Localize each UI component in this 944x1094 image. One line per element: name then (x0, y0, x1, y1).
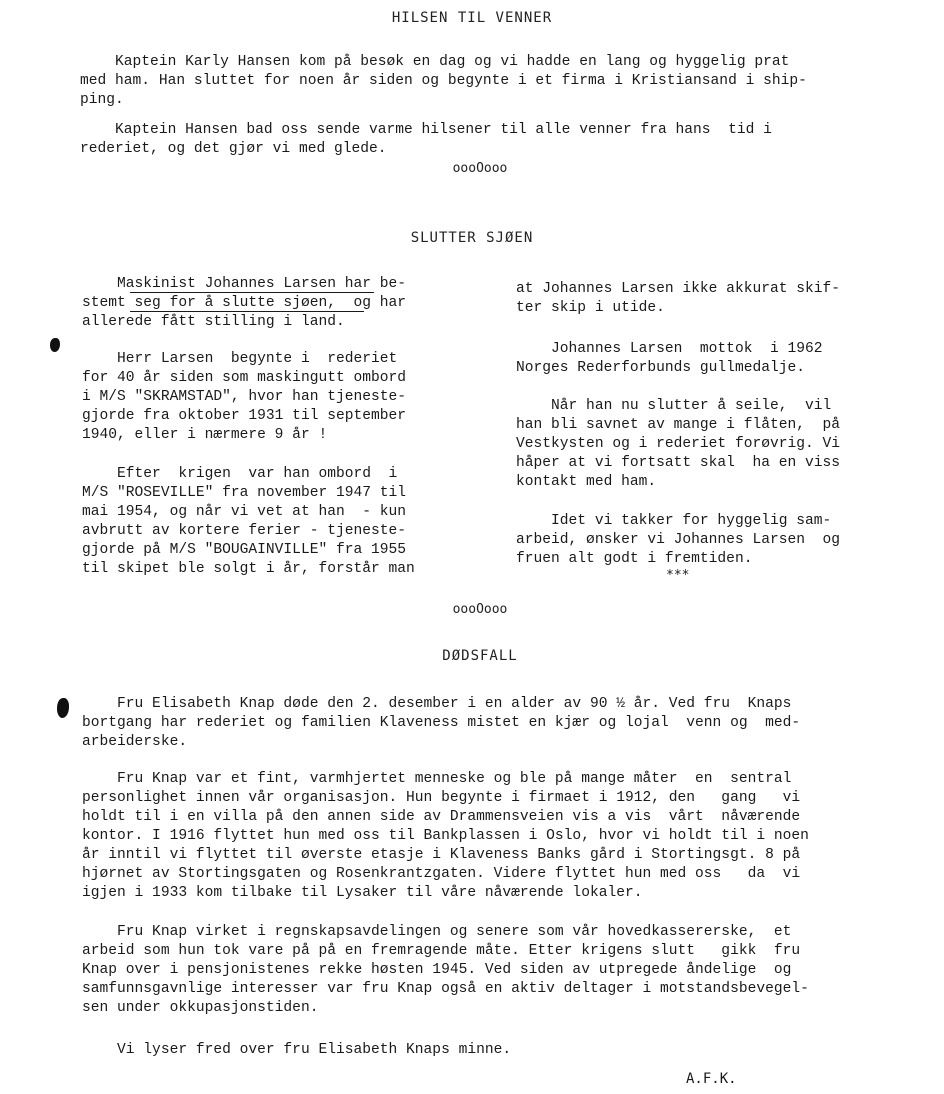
phrase-underline (130, 311, 364, 312)
separator-2: oooOooo (452, 602, 508, 617)
margin-punch-mark (50, 338, 60, 352)
slutter-right-paragraph-1: at Johannes Larsen ikke akkurat skif- ter skip i utide. (516, 281, 841, 316)
slutter-right-paragraph-4: Idet vi takker for hyggelig sam- arbeid, ønsker vi Johannes Larsen og fruen alt godt i fremtiden. (516, 513, 841, 567)
name-underline (130, 292, 374, 293)
dodsfall-paragraph-3: Fru Knap virket i regnskapsavdelingen og senere som vår hovedkassererske, et arbeid som hun tok vare på på en fremragende måte. Etter krigens slutt gikk fru Knap over i pensjonistenes rekke høsten 1945. Ved siden av utpregede åndelige og samfunnsgavnlige interesser var fru Knap også en aktiv deltager i motstandsbevegel- sen under okkupasjonstiden. (82, 924, 809, 1016)
hilsen-paragraph-2: Kaptein Hansen bad oss sende varme hilsener til alle venner fra hans tid i rederiet, og det gjør vi med glede. (80, 122, 772, 157)
slutter-left-paragraph-2: Herr Larsen begynte i rederiet for 40 år siden som maskingutt ombord i M/S "SKRAMSTAD", hvor han tjeneste- gjorde fra oktober 1931 til september 1940, eller i nærmere 9 år ! (82, 351, 407, 443)
slutter-right-paragraph-2: Johannes Larsen mottok i 1962 Norges Rederforbunds gullmedalje. (516, 341, 823, 376)
signature: A.F.K. (686, 1071, 737, 1087)
hilsen-paragraph-1: Kaptein Karly Hansen kom på besøk en dag og vi hadde en lang og hyggelig prat med ham. Han sluttet for noen år siden og begynte i et firma i Kristiansand i ship- ping. (80, 54, 807, 108)
slutter-right-paragraph-3: Når han nu slutter å seile, vil han bli savnet av mange i flåten, på Vestkysten og i rederiet forøvrig. Vi håper at vi fortsatt skal ha en viss kontakt med ham. (516, 398, 841, 490)
margin-punch-mark-2 (57, 698, 69, 718)
slutter-left-paragraph-3: Efter krigen var han ombord i M/S "ROSEVILLE" fra november 1947 til mai 1954, og når vi vet at han - kun avbrutt av kortere ferier - tjeneste- gjorde på M/S "BOUGAINVILLE" fra 1955 til skipet ble solgt i år, forstår man (82, 466, 415, 577)
dodsfall-paragraph-4: Vi lyser fred over fru Elisabeth Knaps minne. (82, 1042, 512, 1058)
section-title-hilsen: HILSEN TIL VENNER (391, 10, 553, 26)
section-title-slutter: SLUTTER SJØEN (410, 230, 534, 246)
closing-stars: *** (666, 568, 690, 583)
slutter-left-paragraph-1: Maskinist Johannes Larsen har be- stemt seg for å slutte sjøen, og har allerede fått stilling i land. (82, 276, 407, 330)
section-title-dodsfall: DØDSFALL (442, 648, 518, 664)
dodsfall-paragraph-2: Fru Knap var et fint, varmhjertet menneske og ble på mange måter en sentral personlighet innen vår organisasjon. Hun begynte i firmaet i 1912, den gang vi holdt til i en villa på den annen side av Drammensveien vis a vis vårt nåværende kontor. I 1916 flyttet hun med oss til Bankplassen i Oslo, hvor vi holdt til i noen år inntil vi flyttet til øverste etasje i Klaveness Banks gård i Stortingsgt. 8 på hjørnet av Stortingsgaten og Rosenkrantzgaten. Videre flyttet hun med oss da vi igjen i 1933 kom tilbake til Lysaker til våre nåværende lokaler. (82, 771, 809, 901)
dodsfall-paragraph-1: Fru Elisabeth Knap døde den 2. desember i en alder av 90 ½ år. Ved fru Knaps bortgang har rederiet og familien Klaveness mistet en kjær og lojal venn og med- arbeiderske. (82, 696, 801, 750)
separator-1: oooOooo (452, 161, 508, 176)
